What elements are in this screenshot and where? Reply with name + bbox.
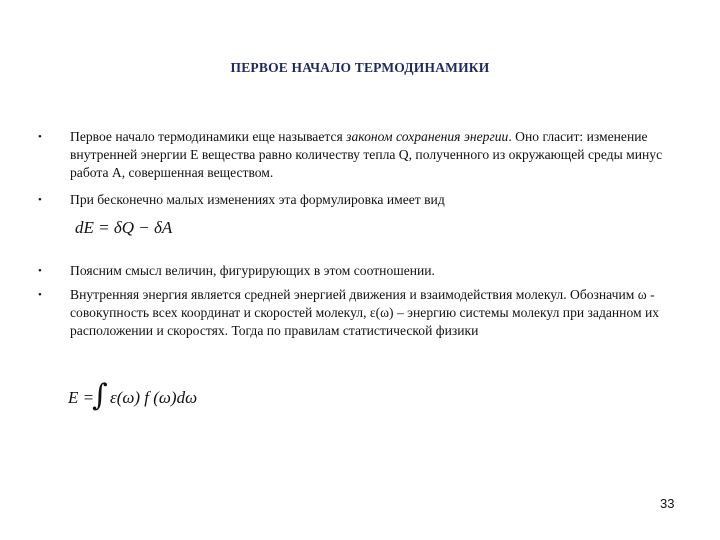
formula-first-law: dE = δQ − δA: [75, 218, 173, 237]
formula-rhs: ε(ω) f (ω)dω: [110, 388, 198, 407]
text-segment: . Оно гласит: изменение внутренней энергии E вещества равно количеству тепла Q, полученного из окружающей среды минус работа A, совершенная веществом.: [70, 129, 663, 180]
formula-lhs: E =: [68, 388, 95, 407]
bullet-icon: •: [38, 194, 42, 206]
bullet-icon: •: [38, 289, 42, 301]
bullet-text-first-law: [70, 128, 690, 182]
slide-title: ПЕРВОЕ НАЧАЛО ТЕРМОДИНАМИКИ: [230, 60, 490, 75]
page-number: 33: [660, 496, 675, 511]
bullet-text-explain: Поясним смысл величин, фигурирующих в этом соотношении.: [70, 263, 435, 278]
formula-energy-integral: [68, 378, 268, 424]
text-segment: Первое начало термодинамики еще называется: [70, 129, 347, 144]
bullet-icon: •: [38, 265, 42, 277]
bullet-icon: •: [38, 131, 42, 143]
bullet-text-internal-energy: Внутренняя энергия является средней энергией движения и взаимодействия молекул. Обозначим ω - совокупность всех координат и скоростей молекул, ε(ω) – энергию системы молекул при заданном их расположении и скоростях. Тогда по правилам статистической физики: [70, 287, 660, 338]
integral-sign: ∫: [92, 378, 108, 413]
emphasis-conservation-law: законом сохранения энергии: [346, 129, 509, 144]
bullet-text-infinitesimal: При бесконечно малых изменениях эта формулировка имеет вид: [70, 192, 445, 207]
